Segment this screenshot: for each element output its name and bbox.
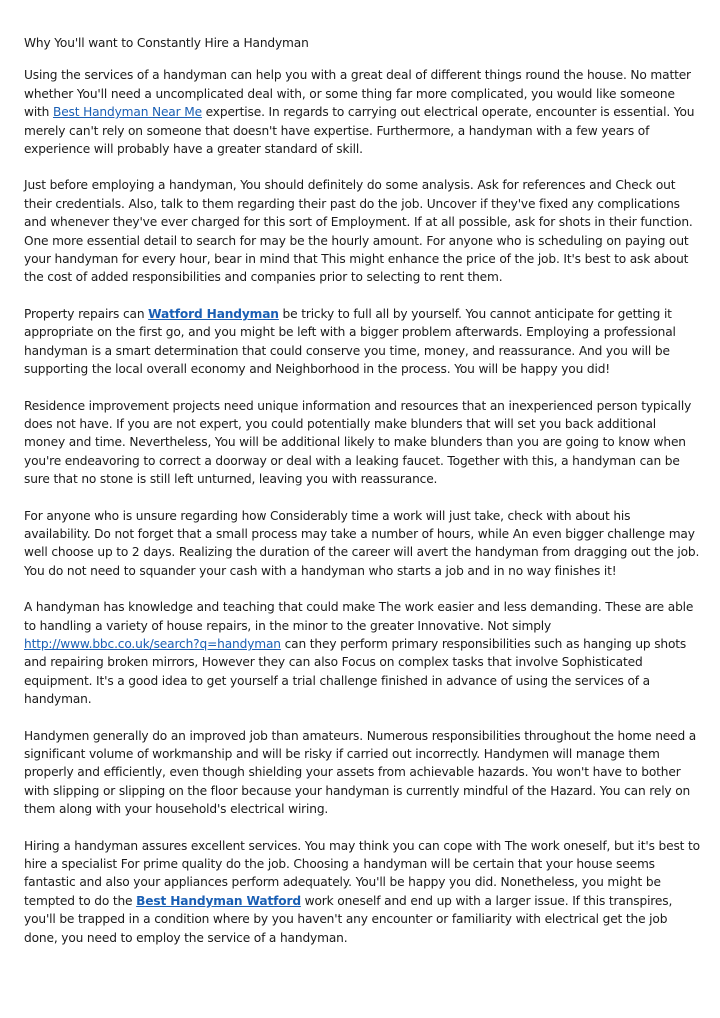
best-handyman-watford-link[interactable]: Best Handyman Watford (136, 893, 301, 908)
paragraph-3 (24, 305, 700, 379)
best-handyman-near-me-link[interactable]: Best Handyman Near Me (52, 105, 202, 120)
document-title: Why You'll want to Constantly Hire a Handyman (24, 36, 309, 50)
paragraph-text: expertise. In regards to carrying out electrical operate, encounter is essential. You merely can't rely on someone that doesn't have expertise. Furthermore, a handyman with a few years of experience will probably have a greater standard of skill. (24, 105, 695, 157)
paragraph-text: Using the services of a handyman can help you with a great deal of different things round the house. No matter whether You'll need a uncomplicated deal with, or some thing far more complicated, you would like someone with (24, 68, 691, 120)
paragraph-text: Hiring a handyman assures excellent services. You may think you can cope with The work oneself, but it's best to hire a specialist For prime quality do the job. Choosing a handyman will be certain that your house seems fantastic and also your appliances perform adequately. You'll be happy you did. Nonetheless, you might be tempted to do the (24, 838, 700, 908)
paragraph-6 (24, 598, 700, 708)
paragraph-text: work oneself and end up with a larger issue. If this transpires, you'll be trapped in a condition where by you haven't any encounter or familiarity with electrical get the job done, you need to employ the service of a handyman. (24, 893, 673, 945)
document-page (24, 34, 700, 965)
paragraph-1 (24, 66, 700, 158)
paragraph-text: be tricky to full all by yourself. You cannot anticipate for getting it appropriate on the first go, and you might be left with a bigger problem afterwards. Employing a professional handyman is a smart determination that could conserve you time, money, and reassurance. And you will be supporting the local overall economy and Neighborhood in the process. You will be happy you did! (24, 306, 676, 377)
watford-handyman-link[interactable]: Watford Handyman (148, 306, 279, 321)
paragraph-text: A handyman has knowledge and teaching that could make The work easier and less demanding. These are able to handling a variety of house repairs, in the minor to the greater Innovative. Not simply (24, 600, 694, 633)
paragraph-4: Residence improvement projects need unique information and resources that an inexperienced person typically does not have. If you are not expert, you could potentially make blunders that will set you back additional money and time. Nevertheless, You will be additional likely to make blunders than you are going to know when you're endeavoring to correct a doorway or deal with a leaking faucet. Together with this, a handyman can be sure that no stone is still left unturned, leaving you with reassurance. (24, 398, 692, 487)
paragraph-5: For anyone who is unsure regarding how Considerably time a work will just take, check with about his availability. Do not forget that a small process may take a number of hours, while An even bigger challenge may well choose up to 2 days. Realizing the duration of the career will avert the handyman from dragging out the job. You do not need to squander your cash with a handyman who starts a job and in no way finishes it! (24, 508, 700, 578)
paragraph-2: Just before employing a handyman, You should definitely do some analysis. Ask for references and Check out their credentials. Also, talk to them regarding their past do the job. Uncover if they've fixed any complications and whenever they've ever charged for this sort of Employment. If at all possible, ask for shots in their function. One more essential detail to search for may be the hourly amount. For anyone who is scheduling on paying out your handyman for every hour, bear in mind that This might enhance the price of the job. It's best to ask about the cost of added responsibilities and companies prior to selecting to rent them. (24, 178, 693, 285)
paragraph-7: Handymen generally do an improved job than amateurs. Numerous responsibilities throughout the home need a significant volume of workmanship and will be risky if carried out incorrectly. Handymen will manage them properly and efficiently, even though shielding your assets from achievable hazards. You won't have to bother with slipping or slipping on the floor because your handyman is currently mindful of the Hazard. You can rely on them along with your household's electrical wiring. (24, 728, 697, 817)
bbc-search-link[interactable]: http://www.bbc.co.uk/search?q=handyman (24, 636, 281, 651)
paragraph-text: can they perform primary responsibilities such as hanging up shots and repairing broken mirrors, However they can also Focus on complex tasks that involve Sophisticated equipment. It's a good idea to get yourself a trial challenge finished in advance of using the services of a handyman. (24, 636, 687, 707)
paragraph-text: Property repairs can (24, 306, 149, 321)
paragraph-8 (24, 837, 700, 947)
